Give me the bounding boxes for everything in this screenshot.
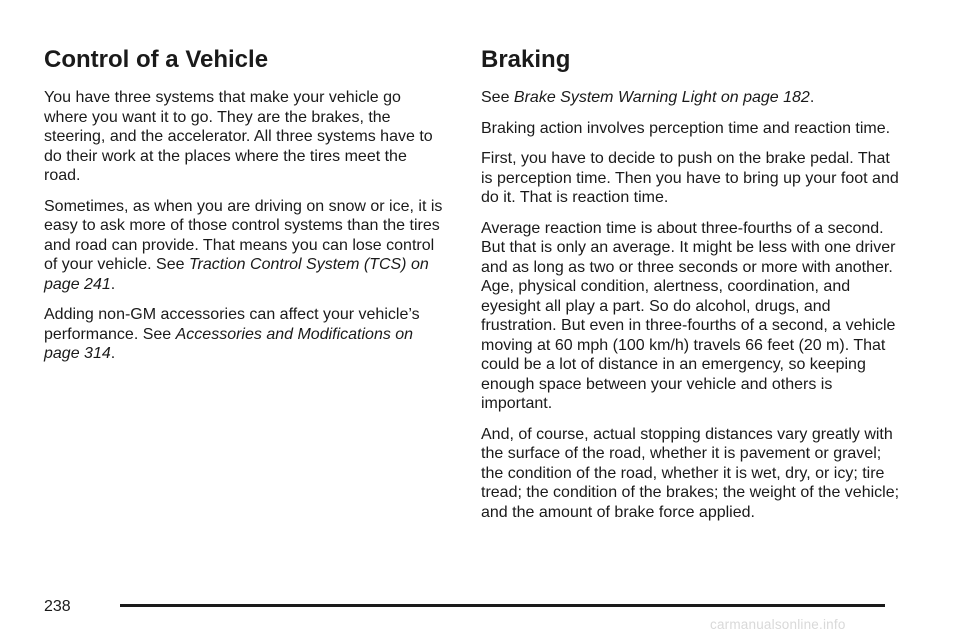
section-heading-control: Control of a Vehicle	[44, 46, 269, 73]
period: .	[110, 275, 116, 293]
left-column	[44, 46, 444, 375]
paragraph-snow-ice-text: Sometimes, as when you are driving on snow or ice, it is easy to ask more of those control systems than the tires and road can provide. That means you can lose control of your vehicle. See	[44, 197, 443, 273]
period: .	[110, 345, 116, 362]
period: .	[809, 89, 815, 106]
paragraph-accessories	[44, 305, 444, 364]
right-column	[481, 46, 901, 533]
page-number: 238	[44, 598, 71, 615]
paragraph-reaction-time: Average reaction time is about three-fourths of a second. But that is only an average. It might be less with one driver and as long as two or three seconds or more with another. Age, physical condition, alertness, coordination, and eyesight all play a part. So do alcohol, drugs, and frustration. But even in three-fourths of a second, a vehicle moving at 60 mph (100 km/h) travels 66 feet (20 m). That could be a lot of distance in an emergency, so keeping enough space between your vehicle and others is important.	[481, 219, 896, 412]
see-prefix: See	[481, 89, 514, 106]
paragraph-snow-ice	[44, 197, 444, 295]
watermark: carmanualsonline.info	[710, 617, 846, 632]
paragraph-three-systems: You have three systems that make your vehicle go where you want it to go. They are the brakes, the steering, and the accelerator. All three systems have to do their work at the places where the tires meet the road.	[44, 89, 433, 184]
paragraph-perception-time: First, you have to decide to push on the brake pedal. That is perception time. Then you have to bring up your foot and do it. That is reaction time.	[481, 150, 899, 206]
tcs-reference-link[interactable]: Traction Control System (TCS) on page 241	[44, 256, 429, 293]
paragraph-stopping-distances: And, of course, actual stopping distances vary greatly with the surface of the road, whether it is pavement or gravel; the condition of the road, whether it is wet, dry, or icy; tire tread; the condition of the brakes; the weight of the vehicle; and the amount of brake force applied.	[481, 425, 900, 521]
accessories-reference-link[interactable]: Accessories and Modifications on page 314	[44, 325, 414, 362]
brake-warning-reference-link[interactable]: Brake System Warning Light on page 182	[513, 89, 810, 106]
section-heading-braking: Braking	[481, 46, 571, 73]
paragraph-accessories-text: Adding non-GM accessories can affect your vehicle’s performance. See	[44, 306, 420, 343]
paragraph-braking-action: Braking action involves perception time and reaction time.	[481, 119, 891, 137]
footer-rule	[120, 604, 885, 607]
paragraph-see-brake-light	[481, 88, 901, 108]
